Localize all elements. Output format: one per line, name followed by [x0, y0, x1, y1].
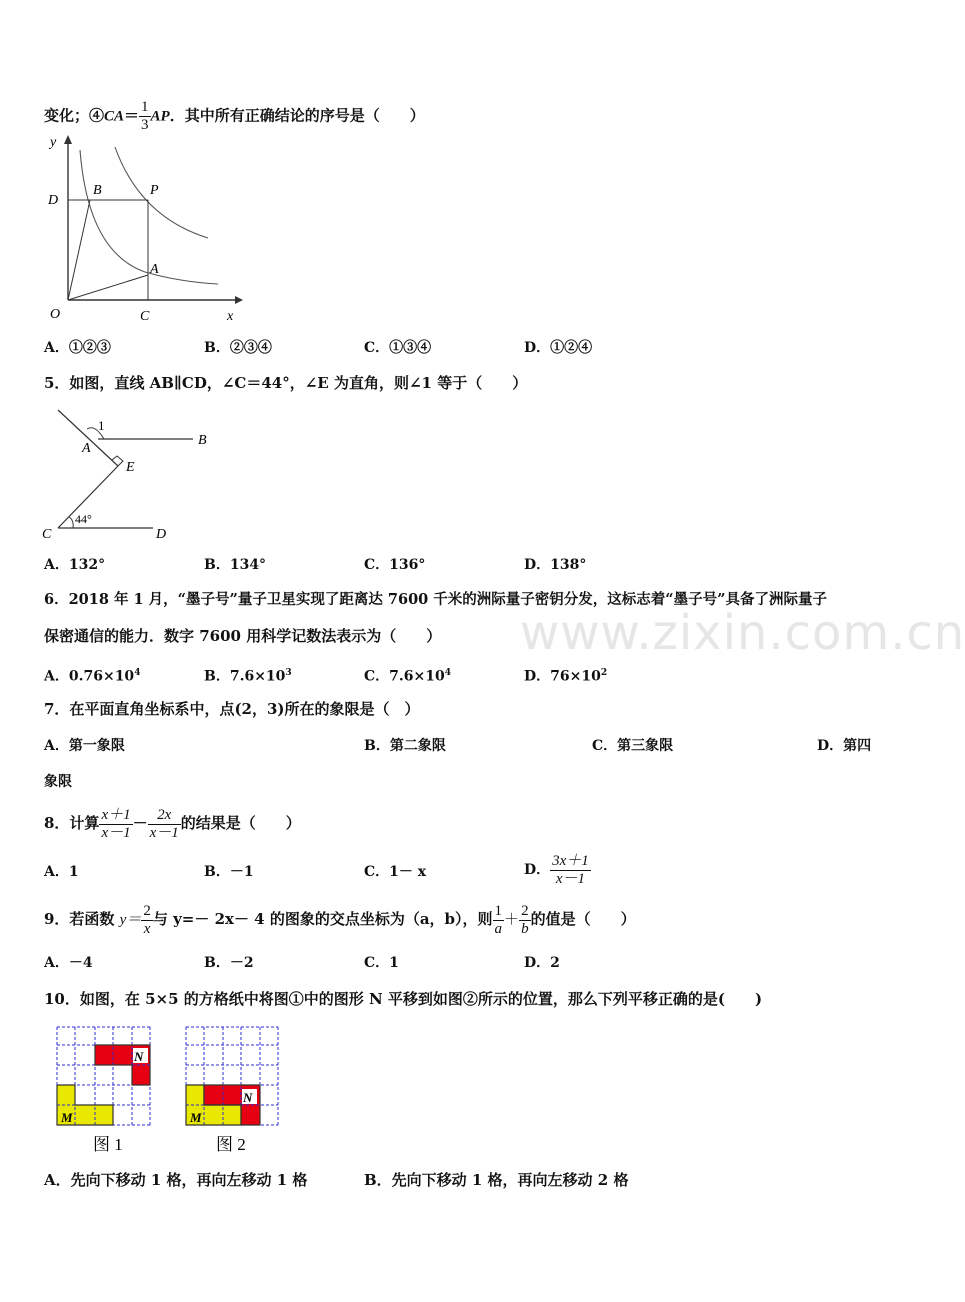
y-axis-arrow — [64, 135, 72, 144]
q8-stem — [44, 804, 301, 842]
q8-d-den: x－1 — [555, 870, 586, 887]
q8-d-label: D． — [524, 862, 551, 878]
q9-y-eq: y＝ — [119, 912, 142, 928]
q6-a-base: A．0.76×10 — [44, 668, 135, 685]
label-a: A — [82, 441, 91, 456]
inner-hyperbola — [80, 150, 218, 284]
q9-fraction-f — [141, 903, 153, 938]
q7-option-d[interactable]: D．第四 — [817, 738, 872, 754]
q5-figure — [38, 408, 218, 543]
q9-f-den: x — [143, 920, 151, 937]
label-44-degrees: 44° — [75, 512, 92, 526]
segment-ob — [68, 200, 90, 300]
q4-eq: ＝ — [124, 106, 140, 125]
q8-minus: － — [132, 814, 148, 832]
q4-option-b[interactable]: B．②③④ — [204, 340, 272, 356]
outer-hyperbola — [115, 147, 208, 238]
q8-prefix: 8．计算 — [44, 814, 100, 832]
q4-fraction — [139, 99, 151, 134]
label-a: A — [150, 262, 159, 277]
q4-tail-prefix: 变化；④ — [44, 106, 105, 125]
q8-fraction-2 — [148, 807, 181, 842]
label-1: 1 — [98, 418, 105, 433]
q4-ap: AP — [150, 108, 170, 125]
q10-stem: 10．如图，在 5×5 的方格纸中将图①中的图形 N 平移到如图②所示的位置，那么下列平移正确的是( ) — [44, 990, 763, 1008]
q6-c-exp: 4 — [444, 668, 451, 678]
q9-fraction-2b — [519, 903, 531, 938]
label-m: M — [190, 1110, 202, 1125]
q9-g1-num: 1 — [494, 902, 503, 919]
q4-option-c[interactable]: C．①③④ — [364, 340, 432, 356]
q5-option-b[interactable]: B．134° — [204, 557, 267, 573]
q6-b-base: B．7.6×10 — [204, 668, 286, 685]
label-y: y — [50, 135, 57, 150]
x-axis-arrow — [235, 296, 243, 304]
q5-option-a[interactable]: A．132° — [44, 557, 106, 573]
q9-option-c[interactable]: C．1 — [364, 955, 399, 971]
q8-f2-den: x－1 — [149, 824, 179, 841]
q7-option-a[interactable]: A．第一象限 — [44, 738, 125, 754]
q9-g2-num: 2 — [521, 902, 529, 919]
q6-d-base: D．76×10 — [524, 668, 601, 685]
segment-oa — [68, 275, 148, 300]
q9-g1-den: a — [494, 920, 503, 937]
q8-fraction-1 — [99, 807, 132, 842]
q6-c-base: C．7.6×10 — [364, 668, 445, 685]
q9-option-b[interactable]: B．－2 — [204, 955, 254, 971]
q9-plus: ＋ — [504, 910, 520, 928]
q10-option-a[interactable]: A．先向下移动 1 格，再向左移动 1 格 — [44, 1171, 308, 1189]
q9-option-a[interactable]: A．－4 — [44, 955, 93, 971]
q8-suffix: 的结果是（ ） — [180, 814, 301, 832]
right-angle-mark — [112, 456, 123, 466]
q9-fraction-1a — [493, 903, 505, 938]
label-p: P — [150, 183, 159, 198]
q10-option-b[interactable]: B．先向下移动 1 格，再向左移动 2 格 — [364, 1171, 629, 1189]
q5-option-d[interactable]: D．138° — [524, 557, 587, 573]
angle-c-arc — [69, 517, 73, 528]
q6-option-c[interactable] — [364, 663, 451, 687]
q8-f1-num: x＋1 — [101, 806, 131, 823]
label-c: C — [140, 309, 150, 324]
q6-option-a[interactable] — [44, 663, 140, 687]
label-n: N — [134, 1049, 144, 1064]
q8-d-num: 3x＋1 — [552, 852, 589, 869]
q9-f-num: 2 — [143, 902, 151, 919]
q6-option-d[interactable] — [524, 663, 607, 687]
q9-suffix: 的值是（ ） — [530, 910, 636, 928]
q5-option-c[interactable]: C．136° — [364, 557, 426, 573]
q4-tail-line — [44, 99, 425, 134]
q6-b-exp: 3 — [285, 668, 292, 678]
q8-option-b[interactable]: B．－1 — [204, 864, 254, 880]
q7-option-d-wrap: 象限 — [44, 774, 72, 790]
label-m: M — [61, 1110, 73, 1125]
watermark: www.zixin.com.cn — [520, 605, 965, 661]
q4-tail-suffix: ．其中所有正确结论的序号是（ ） — [169, 106, 425, 125]
q9-mid: 与 y=－ 2x－ 4 的图象的交点坐标为（a，b），则 — [152, 910, 493, 928]
q4-figure — [40, 132, 250, 327]
q6-option-b[interactable] — [204, 663, 292, 687]
q9-g2-den: b — [521, 920, 529, 937]
q4-frac-den: 3 — [141, 117, 149, 133]
q9-stem — [44, 900, 636, 939]
q6-d-exp: 2 — [600, 668, 608, 678]
label-b: B — [93, 183, 102, 198]
label-b: B — [198, 433, 207, 448]
q8-f2-num: 2x — [148, 807, 181, 825]
q4-ca: CA — [104, 108, 125, 125]
q6-stem-line1: 6．2018 年 1 月，“墨子号”量子卫星实现了距离达 7600 千米的洲际量子密钥分发，这标志着“墨子号”具备了洲际量子 — [44, 591, 827, 608]
q8-option-a[interactable]: A．1 — [44, 864, 79, 880]
figure-1-caption: 图 1 — [93, 1135, 123, 1154]
label-c: C — [42, 527, 52, 542]
label-n: N — [243, 1090, 253, 1105]
q4-frac-num: 1 — [141, 99, 149, 115]
q8-option-c[interactable]: C．1－ x — [364, 864, 427, 880]
q9-option-d[interactable]: D．2 — [524, 955, 560, 971]
q4-option-d[interactable]: D．①②④ — [524, 340, 593, 356]
q8-f1-den: x－1 — [101, 824, 131, 841]
label-d: D — [156, 527, 167, 542]
q6-a-exp: 4 — [134, 668, 141, 678]
q7-stem: 7．在平面直角坐标系中，点(2，3)所在的象限是（ ） — [44, 700, 420, 718]
line-ae — [58, 410, 118, 466]
q10-figure-1 — [55, 1025, 155, 1155]
q10-figure-2 — [184, 1025, 284, 1155]
label-x: x — [227, 309, 234, 324]
q5-stem: 5．如图，直线 AB∥CD，∠C＝44°，∠E 为直角，则∠1 等于（ ） — [44, 374, 528, 392]
figure-2-caption: 图 2 — [216, 1135, 246, 1154]
q6-stem-line2: 保密通信的能力．数字 7600 用科学记数法表示为（ ） — [44, 627, 442, 645]
q4-option-a[interactable]: A．①②③ — [44, 340, 111, 356]
q8-option-d[interactable] — [524, 850, 591, 890]
q7-option-c[interactable]: C．第三象限 — [592, 738, 674, 754]
q9-prefix: 9．若函数 — [44, 910, 120, 928]
label-o: O — [50, 307, 61, 322]
q7-option-b[interactable]: B．第二象限 — [364, 738, 446, 754]
q8-d-fraction — [550, 853, 591, 888]
label-d: D — [48, 193, 59, 208]
label-e: E — [126, 460, 135, 475]
